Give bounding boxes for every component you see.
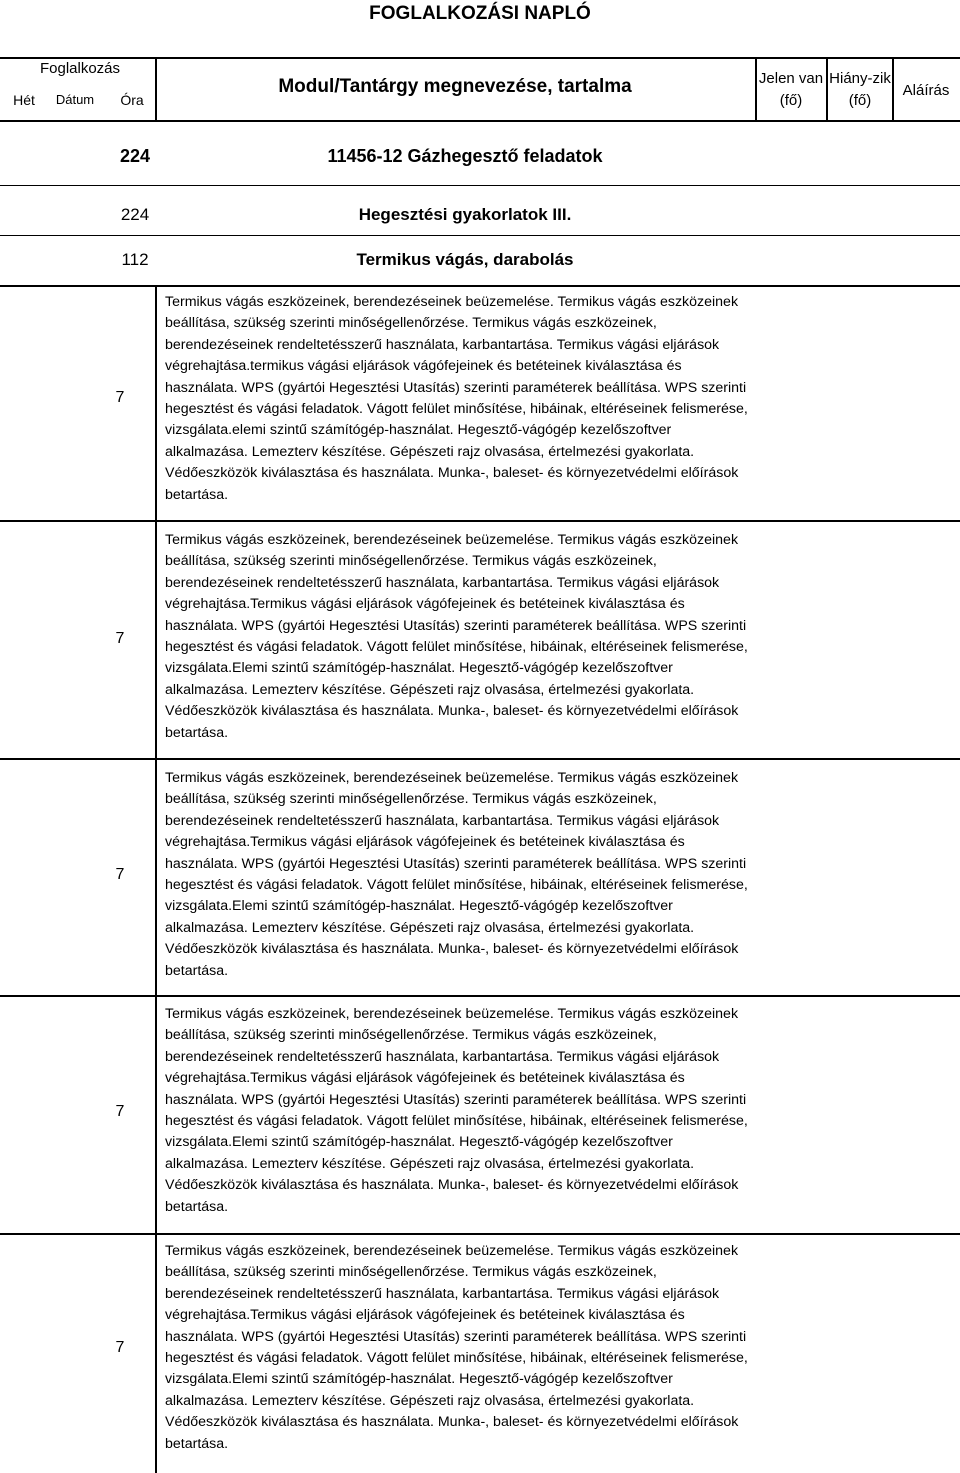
session-hours: 7 bbox=[115, 866, 125, 883]
header-ora: Óra bbox=[120, 92, 144, 108]
session-description: Termikus vágás eszközeinek, berendezéseinek beüzemelése. Termikus vágás eszközeinek beállítása, szükség szerinti minőségellenőrzése. Termikus vágás eszközeinek, berendezéseinek rendeltetésszerű használata, karbantartása. Termikus vágási eljárások végrehajtása.Termikus vágási eljárások vágófejeinek és betéteinek kiválasztása és használata. WPS (gyártói Hegesztési Utasítás) szerinti paraméterek beállítása. WPS szerinti hegesztést és vágási feladatok. Vágott felület minősítése, hibáinak, eltéréseinek felismerése, vizsgálata.Elemi szintű számítógép-használat. Hegesztő-vágógép kezelőszoftver alkalmazása. Lemezterv készítése. Gépészeti rajz olvasása, értelmezési gyakorlata. Védőeszközök kiválasztása és használata. Munka-, baleset- és környezetvédelmi előírások betartása. bbox=[165, 1243, 748, 1452]
header-modul: Modul/Tantárgy megnevezése, tartalma bbox=[278, 76, 632, 97]
module-hours: 224 bbox=[119, 146, 151, 166]
session-top-rule bbox=[0, 520, 960, 522]
topic-hours: 112 bbox=[121, 250, 149, 269]
header-divider-1 bbox=[155, 57, 157, 121]
header-jelen-van-label: Jelen van bbox=[758, 70, 824, 87]
session-description: Termikus vágás eszközeinek, berendezéseinek beüzemelése. Termikus vágás eszközeinek beállítása, szükség szerinti minőségellenőrzése. Termikus vágás eszközeinek, berendezéseinek rendeltetésszerű használata, karbantartása. Termikus vágási eljárások végrehajtása.Termikus vágási eljárások vágófejeinek és betéteinek kiválasztása és használata. WPS (gyártói Hegesztési Utasítás) szerinti paraméterek beállítása. WPS szerinti hegesztést és vágási feladatok. Vágott felület minősítése, hibáinak, eltéréseinek felismerése, vizsgálata.Elemi szintű számítógép-használat. Hegesztő-vágógép kezelőszoftver alkalmazása. Lemezterv készítése. Gépészeti rajz olvasása, értelmezési gyakorlata. Védőeszközök kiválasztása és használata. Munka-, baleset- és környezetvédelmi előírások betartása. bbox=[165, 770, 748, 979]
session-description: Termikus vágás eszközeinek, berendezéseinek beüzemelése. Termikus vágás eszközeinek beállítása, szükség szerinti minőségellenőrzése. Termikus vágás eszközeinek, berendezéseinek rendeltetésszerű használata, karbantartása. Termikus vágási eljárások végrehajtása.Termikus vágási eljárások vágófejeinek és betéteinek kiválasztása és használata. WPS (gyártói Hegesztési Utasítás) szerinti paraméterek beállítása. WPS szerinti hegesztést és vágási feladatok. Vágott felület minősítése, hibáinak, eltéréseinek felismerése, vizsgálata.Elemi szintű számítógép-használat. Hegesztő-vágógép kezelőszoftver alkalmazása. Lemezterv készítése. Gépészeti rajz olvasása, értelmezési gyakorlata. Védőeszközök kiválasztása és használata. Munka-, baleset- és környezetvédelmi előírások betartása. bbox=[165, 1006, 748, 1215]
session-entry bbox=[0, 285, 960, 520]
session-top-rule bbox=[0, 285, 960, 287]
session-description: Termikus vágás eszközeinek, berendezéseinek beüzemelése. Termikus vágás eszközeinek beállítása, szükség szerinti minőségellenőrzése. Termikus vágás eszközeinek, berendezéseinek rendeltetésszerű használata, karbantartása. Termikus vágási eljárások végrehajtása.Termikus vágási eljárások vágófejeinek és betéteinek kiválasztása és használata. WPS (gyártói Hegesztési Utasítás) szerinti paraméterek beállítása. WPS szerinti hegesztést és vágási feladatok. Vágott felület minősítése, hibáinak, eltéréseinek felismerése, vizsgálata.Elemi szintű számítógép-használat. Hegesztő-vágógép kezelőszoftver alkalmazása. Lemezterv készítése. Gépészeti rajz olvasása, értelmezési gyakorlata. Védőeszközök kiválasztása és használata. Munka-, baleset- és környezetvédelmi előírások betartása. bbox=[165, 532, 748, 741]
header-hiany-unit: (fő) bbox=[848, 92, 872, 109]
header-foglalkozas: Foglalkozás bbox=[39, 60, 121, 77]
session-hours: 7 bbox=[115, 1339, 125, 1356]
session-hours: 7 bbox=[115, 389, 125, 406]
session-divider bbox=[155, 995, 157, 1233]
session-description: Termikus vágás eszközeinek, berendezéseinek beüzemelése. Termikus vágás eszközeinek beállítása, szükség szerinti minőségellenőrzése. Termikus vágás eszközeinek, berendezéseinek rendeltetésszerű használata, karbantartása. Termikus vágási eljárások végrehajtása.termikus vágási eljárások vágófejeinek és betéteinek kiválasztása és használata. WPS (gyártói Hegesztési Utasítás) szerinti paraméterek beállítása. WPS szerinti hegesztést és vágási feladatok. Vágott felület minősítése, hibáinak, eltéréseinek felismerése, vizsgálata.elemi szintű számítógép-használat. Hegesztő-vágógép kezelőszoftver alkalmazása. Lemezterv készítése. Gépészeti rajz olvasása, értelmezési gyakorlata. Védőeszközök kiválasztása és használata. Munka-, baleset- és környezetvédelmi előírások betartása. bbox=[165, 294, 748, 503]
session-top-rule bbox=[0, 1233, 960, 1235]
session-top-rule bbox=[0, 995, 960, 997]
session-entry bbox=[0, 758, 960, 995]
header-top-rule bbox=[0, 57, 960, 59]
session-top-rule bbox=[0, 758, 960, 760]
header-jelen-van bbox=[757, 68, 825, 112]
topic-title: Termikus vágás, darabolás bbox=[356, 250, 574, 269]
session-divider bbox=[155, 1233, 157, 1473]
session-entry bbox=[0, 520, 960, 758]
header-datum: Dátum bbox=[55, 92, 95, 107]
header-alairas: Aláírás bbox=[902, 82, 950, 99]
header-hiany-label: Hiány-zik bbox=[829, 70, 891, 87]
session-divider bbox=[155, 758, 157, 995]
session-entry bbox=[0, 995, 960, 1233]
subject-rule bbox=[0, 235, 960, 236]
session-entry bbox=[0, 1233, 960, 1473]
session-hours: 7 bbox=[115, 1103, 125, 1120]
page-title: FOGLALKOZÁSI NAPLÓ bbox=[369, 3, 591, 24]
session-divider bbox=[155, 285, 157, 520]
module-title: 11456-12 Gázhegesztő feladatok bbox=[327, 146, 603, 166]
subject-hours: 224 bbox=[120, 205, 150, 224]
subject-title: Hegesztési gyakorlatok III. bbox=[358, 205, 572, 224]
session-hours: 7 bbox=[115, 630, 125, 647]
module-rule bbox=[0, 185, 960, 186]
session-divider bbox=[155, 520, 157, 758]
header-bottom-rule bbox=[0, 120, 960, 122]
header-hiany bbox=[828, 68, 892, 112]
header-jelen-van-unit: (fő) bbox=[779, 92, 803, 109]
header-het: Hét bbox=[13, 92, 35, 108]
